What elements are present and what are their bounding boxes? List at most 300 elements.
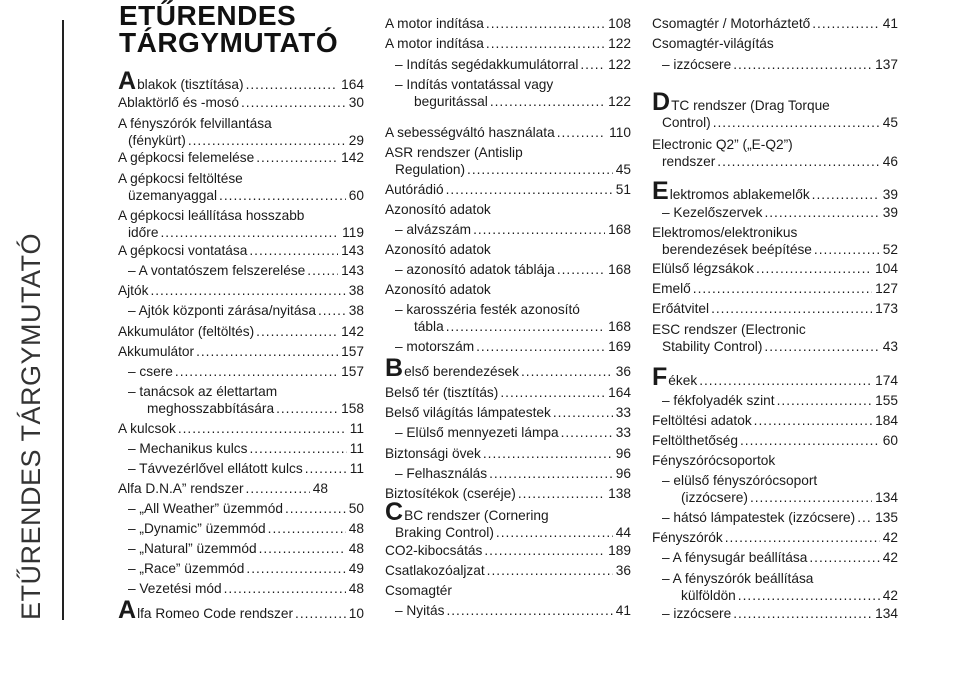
dot-leader — [857, 509, 872, 526]
index-entry-text: – azonosító adatok táblája — [395, 262, 555, 277]
index-entry — [652, 260, 898, 277]
index-entry — [652, 549, 898, 566]
dot-leader — [241, 94, 346, 111]
index-entry — [385, 181, 631, 198]
index-entry — [385, 15, 631, 32]
page-number: 38 — [348, 303, 364, 318]
dot-leader — [318, 302, 346, 319]
index-entry-text: Azonosító adatok — [385, 282, 491, 297]
index-entry — [118, 440, 364, 457]
index-entry-text: – „Dynamic” üzemmód — [128, 521, 266, 536]
index-entry — [118, 460, 364, 477]
index-entry — [652, 509, 898, 526]
index-entry-text: Belső világítás lámpatestek — [385, 405, 551, 420]
index-entry-text: – A fényszórók beállítása — [662, 571, 814, 586]
dot-leader — [553, 404, 613, 421]
page-number: 50 — [348, 501, 364, 516]
index-entry-text: – Indítás segédakkumulátorral — [395, 57, 579, 72]
index-initial-letter: F — [652, 363, 668, 391]
index-entry — [652, 204, 898, 221]
index-entry — [652, 570, 898, 604]
page-number: 134 — [875, 490, 898, 505]
page-number: 184 — [875, 413, 898, 428]
index-entry-text: – Elülső mennyezeti lámpa — [395, 425, 559, 440]
index-entry-text: Akkumulátor — [118, 344, 195, 359]
page-number: 42 — [882, 550, 898, 565]
index-entry — [118, 560, 364, 577]
page-number: 11 — [349, 421, 364, 436]
index-entry — [385, 498, 631, 541]
page-number: 174 — [875, 373, 898, 388]
index-entry — [652, 432, 898, 449]
index-entry-continuation: (fénykürt) — [128, 133, 186, 148]
page-number: 168 — [608, 319, 631, 334]
page-number: 110 — [609, 125, 631, 140]
index-entry-text: Feltölthetőség — [652, 433, 738, 448]
index-entry — [118, 580, 364, 597]
dot-leader — [224, 580, 346, 597]
index-entry-text: – izzócsere — [662, 57, 732, 72]
index-entry — [118, 480, 328, 497]
side-divider — [62, 20, 64, 620]
index-entry-text: – tanácsok az élettartam — [128, 384, 278, 399]
index-entry-text: Elülső légzsákok — [652, 261, 754, 276]
page-number: 96 — [615, 466, 631, 481]
index-entry-text: – fékfolyadék szint — [662, 393, 775, 408]
index-entry — [385, 35, 631, 52]
index-entry-continuation: külföldön — [681, 588, 736, 603]
page-number: 142 — [341, 324, 364, 339]
index-entry-text: Biztonsági övek — [385, 446, 481, 461]
index-entry — [385, 384, 631, 401]
index-entry-continuation: rendszer — [662, 154, 716, 169]
dot-leader — [756, 260, 872, 277]
index-entry-text: A gépkocsi felemelése — [118, 150, 255, 165]
index-initial-letter: E — [652, 177, 669, 205]
dot-leader — [246, 480, 310, 497]
index-entry-text: Belső tér (tisztítás) — [385, 385, 499, 400]
index-entry — [118, 94, 364, 111]
index-entry-text: – Mechanikus kulcs — [128, 441, 248, 456]
dot-leader — [483, 445, 613, 462]
index-entry-continuation: tábla — [414, 319, 444, 334]
dot-leader — [467, 161, 613, 178]
index-entry-text: Csatlakozóaljzat — [385, 563, 485, 578]
index-entry — [652, 321, 898, 355]
index-entry — [385, 261, 631, 278]
index-entry-text: – Nyitás — [395, 603, 445, 618]
index-entry-continuation: meghosszabbítására — [147, 401, 275, 416]
page-number: 157 — [341, 344, 364, 359]
page-number: 143 — [341, 243, 364, 258]
page-number: 43 — [882, 339, 898, 354]
page-number: 11 — [349, 441, 364, 456]
page-number: 36 — [615, 364, 631, 379]
dot-leader — [754, 412, 872, 429]
page-number: 138 — [608, 486, 631, 501]
index-entry — [385, 542, 631, 559]
dot-leader — [580, 56, 605, 73]
index-entry-text: – elülső fényszórócsoport — [662, 473, 818, 488]
index-entry-text: A fényszórók felvillantása — [118, 116, 272, 131]
page-title — [119, 2, 369, 56]
index-entry-text: – „All Weather” üzemmód — [128, 501, 283, 516]
index-entry — [118, 520, 364, 537]
index-entry-text: Fényszórók — [652, 530, 723, 545]
page-number: 173 — [875, 301, 898, 316]
index-entry — [118, 383, 364, 417]
index-entry — [385, 582, 631, 599]
index-entry — [652, 412, 898, 429]
index-entry — [652, 280, 898, 297]
dot-leader — [725, 529, 880, 546]
page-title-line-1: ETŰRENDES — [119, 0, 297, 31]
index-entry — [118, 262, 364, 279]
index-entry — [652, 136, 898, 170]
index-entry-text: Azonosító adatok — [385, 242, 491, 257]
page-number: 104 — [875, 261, 898, 276]
index-entry-text: Feltöltési adatok — [652, 413, 752, 428]
index-entry-text: A gépkocsi feltöltése — [118, 171, 243, 186]
index-entry — [385, 354, 631, 382]
index-entry-text: Autórádió — [385, 182, 444, 197]
index-entry — [118, 343, 364, 360]
page-number: 41 — [882, 16, 898, 31]
page-number: 51 — [615, 182, 631, 197]
page-number: 155 — [875, 393, 898, 408]
index-entry-text: Erőátvitel — [652, 301, 710, 316]
index-entry — [652, 15, 898, 32]
index-entry — [118, 115, 364, 149]
dot-leader — [486, 35, 605, 52]
page-title-line-2: TÁRGYMUTATÓ — [119, 27, 339, 58]
dot-leader — [764, 338, 879, 355]
page-number: 44 — [615, 525, 631, 540]
page-number: 48 — [348, 581, 364, 596]
index-entry-text: Csomagtér-világítás — [652, 36, 774, 51]
side-title-text: ETŰRENDES TÁRGYMUTATÓ — [16, 232, 46, 620]
dot-leader — [561, 424, 613, 441]
page-number: 39 — [882, 187, 898, 202]
page-number: 189 — [608, 543, 631, 558]
dot-leader — [693, 280, 872, 297]
page-number: 143 — [341, 263, 364, 278]
dot-leader — [285, 500, 346, 517]
dot-leader — [733, 605, 872, 622]
dot-leader — [500, 384, 605, 401]
index-entry-text: – A vontatószem felszerelése — [128, 263, 306, 278]
index-entry-text: lfa Romeo Code rendszer — [137, 606, 294, 621]
dot-leader — [160, 224, 339, 241]
dot-leader — [446, 602, 612, 619]
dot-leader — [814, 241, 880, 258]
dot-leader — [518, 485, 605, 502]
page-number: 142 — [341, 150, 364, 165]
page-number: 45 — [615, 162, 631, 177]
index-entry-text: – Kezelőszervek — [662, 205, 763, 220]
page-number: 42 — [882, 530, 898, 545]
page-number: 96 — [615, 446, 631, 461]
index-entry-text: – hátsó lámpatestek (izzócsere) — [662, 510, 856, 525]
dot-leader — [307, 262, 338, 279]
index-entry-text: – izzócsere — [662, 606, 732, 621]
dot-leader — [740, 432, 880, 449]
index-entry — [385, 562, 631, 579]
index-entry — [385, 56, 631, 73]
index-entry-text: – Vezetési mód — [128, 581, 222, 596]
dot-leader — [276, 400, 338, 417]
index-entry-text: A kulcsok — [118, 421, 176, 436]
index-entry-text: A gépkocsi leállítása hosszabb — [118, 208, 305, 223]
index-entry-text: A sebességváltó használata — [385, 125, 555, 140]
page-number: 158 — [341, 401, 364, 416]
index-entry-text: Ablaktörlő és -mosó — [118, 95, 239, 110]
index-entry — [118, 302, 364, 319]
dot-leader — [305, 460, 347, 477]
page-number: 157 — [341, 364, 364, 379]
page-number: 46 — [882, 154, 898, 169]
page-number: 122 — [608, 57, 631, 72]
index-entry-continuation: beguritással — [414, 94, 488, 109]
dot-leader — [295, 605, 346, 622]
index-entry — [118, 67, 364, 95]
index-entry — [118, 282, 364, 299]
index-entry-text: Alfa D.N.A” rendszer — [118, 481, 244, 496]
index-entry — [652, 452, 898, 469]
dot-leader — [750, 489, 872, 506]
index-entry — [652, 392, 898, 409]
index-entry — [385, 241, 631, 258]
index-entry-text: Emelő — [652, 281, 691, 296]
dot-leader — [699, 372, 872, 389]
page-number: 168 — [608, 262, 631, 277]
index-entry-text: Csomagtér / Motorháztető — [652, 16, 811, 31]
page-number: 33 — [615, 425, 631, 440]
index-entry — [385, 144, 631, 178]
index-initial-letter: A — [118, 596, 137, 624]
index-entry — [652, 224, 898, 258]
index-entry — [118, 500, 364, 517]
page-number: 48 — [348, 521, 364, 536]
index-entry — [385, 424, 631, 441]
index-entry-text: Csomagtér — [385, 583, 452, 598]
index-entry — [385, 404, 631, 421]
page-number: 60 — [348, 188, 364, 203]
index-entry — [385, 124, 631, 141]
page-number: 164 — [608, 385, 631, 400]
dot-leader — [521, 363, 613, 380]
index-entry-text: – motorszám — [395, 339, 475, 354]
index-entry-text: – Távvezérlővel ellátott kulcs — [128, 461, 303, 476]
page-number: 137 — [875, 57, 898, 72]
page-number: 36 — [615, 563, 631, 578]
dot-leader — [809, 549, 879, 566]
dot-leader — [738, 587, 880, 604]
dot-leader — [188, 132, 346, 149]
dot-leader — [249, 242, 338, 259]
index-entry-continuation: Control) — [662, 115, 711, 130]
dot-leader — [259, 540, 346, 557]
index-entry — [652, 56, 898, 73]
index-entry-text: A gépkocsi vontatása — [118, 243, 248, 258]
index-entry — [385, 465, 631, 482]
index-entry — [652, 35, 898, 52]
index-entry — [652, 363, 898, 391]
dot-leader — [733, 56, 872, 73]
index-entry — [118, 149, 364, 166]
index-entry — [118, 170, 364, 204]
page-number: 10 — [348, 606, 364, 621]
dot-leader — [175, 363, 338, 380]
dot-leader — [446, 318, 605, 335]
page-number: 60 — [882, 433, 898, 448]
index-initial-letter: D — [652, 88, 671, 116]
dot-leader — [196, 343, 338, 360]
page-number: 39 — [882, 205, 898, 220]
index-entry-text: lektromos ablakemelők — [669, 187, 810, 202]
dot-leader — [249, 440, 346, 457]
index-entry — [118, 323, 364, 340]
dot-leader — [268, 520, 346, 537]
index-entry-text: Fényszórócsoportok — [652, 453, 776, 468]
index-entry-text: – A fénysugár beállítása — [662, 550, 808, 565]
dot-leader — [812, 15, 880, 32]
page-number: 122 — [608, 36, 631, 51]
dot-leader — [476, 338, 605, 355]
dot-leader — [490, 93, 605, 110]
page-number: 135 — [875, 510, 898, 525]
dot-leader — [246, 560, 345, 577]
page-number: 38 — [348, 283, 364, 298]
index-entry — [118, 420, 364, 437]
index-entry-text: Elektromos/elektronikus — [652, 225, 798, 240]
index-entry — [652, 177, 898, 205]
page-number: 134 — [875, 606, 898, 621]
index-entry-continuation: időre — [128, 225, 159, 240]
index-entry-text: első berendezések — [404, 364, 519, 379]
index-initial-letter: C — [385, 498, 404, 526]
dot-leader — [557, 124, 606, 141]
index-entry — [385, 221, 631, 238]
page-number: 30 — [348, 95, 364, 110]
index-entry-text: – „Race” üzemmód — [128, 561, 245, 576]
page-number: 52 — [882, 242, 898, 257]
index-initial-letter: A — [118, 67, 137, 95]
index-entry — [118, 363, 364, 380]
index-entry-continuation: berendezések beépítése — [662, 242, 812, 257]
index-entry-text: ESC rendszer (Electronic — [652, 322, 806, 337]
index-entry — [118, 242, 364, 259]
index-entry-text: – Felhasználás — [395, 466, 488, 481]
dot-leader — [557, 261, 605, 278]
dot-leader — [496, 524, 613, 541]
index-entry — [385, 201, 631, 218]
page-number: 45 — [882, 115, 898, 130]
page-number: 122 — [608, 94, 631, 109]
dot-leader — [489, 465, 613, 482]
index-entry-text: – „Natural” üzemmód — [128, 541, 257, 556]
page-number: 48 — [312, 481, 328, 496]
index-entry-continuation: (izzócsere) — [681, 490, 748, 505]
index-entry-continuation: Braking Control) — [395, 525, 494, 540]
index-entry-text: Akkumulátor (feltöltés) — [118, 324, 255, 339]
page-number: 33 — [615, 405, 631, 420]
index-entry-text: – alvázszám — [395, 222, 472, 237]
index-entry-continuation: Stability Control) — [662, 339, 763, 354]
index-entry-text: Biztosítékok (cseréje) — [385, 486, 516, 501]
index-entry — [385, 301, 631, 335]
index-entry — [118, 596, 364, 624]
dot-leader — [256, 149, 338, 166]
index-entry — [118, 207, 364, 241]
index-entry — [385, 485, 631, 502]
index-entry-text: BC rendszer (Cornering — [404, 508, 549, 523]
dot-leader — [812, 186, 880, 203]
index-entry — [652, 88, 898, 131]
index-entry — [385, 602, 631, 619]
index-entry-text: – csere — [128, 364, 173, 379]
page-number: 127 — [875, 281, 898, 296]
index-entry-text: Azonosító adatok — [385, 202, 491, 217]
dot-leader — [246, 76, 339, 93]
dot-leader — [484, 542, 605, 559]
index-entry-text: A motor indítása — [385, 36, 484, 51]
dot-leader — [178, 420, 347, 437]
dot-leader — [711, 300, 872, 317]
index-entry — [385, 445, 631, 462]
page-number: 169 — [608, 339, 631, 354]
index-entry-text: – karosszéria festék azonosító — [395, 302, 580, 317]
index-entry-text: blakok (tisztítása) — [137, 77, 244, 92]
dot-leader — [764, 204, 879, 221]
index-entry-text: TC rendszer (Drag Torque — [671, 98, 830, 113]
index-entry — [385, 76, 631, 110]
page-number: 168 — [608, 222, 631, 237]
index-entry — [652, 300, 898, 317]
index-entry-continuation: Regulation) — [395, 162, 466, 177]
index-initial-letter: B — [385, 354, 404, 382]
dot-leader — [777, 392, 873, 409]
index-entry — [118, 540, 364, 557]
index-entry-text: A motor indítása — [385, 16, 484, 31]
dot-leader — [486, 15, 605, 32]
index-entry-text: – Ajtók központi zárása/nyitása — [128, 303, 316, 318]
page-number: 49 — [348, 561, 364, 576]
index-entry — [385, 281, 631, 298]
index-entry — [652, 472, 898, 506]
page-number: 41 — [615, 603, 631, 618]
page-number: 42 — [882, 588, 898, 603]
dot-leader — [473, 221, 605, 238]
index-entry-text: Electronic Q2” („E-Q2”) — [652, 137, 793, 152]
page-number: 48 — [348, 541, 364, 556]
index-entry — [652, 529, 898, 546]
dot-leader — [256, 323, 338, 340]
page-number: 11 — [349, 461, 364, 476]
page-number: 119 — [342, 225, 364, 240]
index-entry-text: CO2-kibocsátás — [385, 543, 483, 558]
index-entry-text: ékek — [668, 373, 698, 388]
index-entry-text: – Indítás vontatással vagy — [395, 77, 554, 92]
dot-leader — [219, 187, 346, 204]
page-number: 108 — [608, 16, 631, 31]
page-number: 29 — [348, 133, 364, 148]
index-entry — [652, 605, 898, 622]
side-title — [12, 20, 52, 620]
page-number: 164 — [341, 77, 364, 92]
dot-leader — [150, 282, 345, 299]
dot-leader — [713, 114, 880, 131]
